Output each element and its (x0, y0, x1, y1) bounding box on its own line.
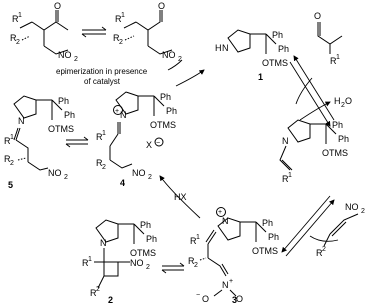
svg-text:R: R (96, 132, 103, 142)
nitroalkene-substrate (316, 202, 365, 258)
svg-text:Ph: Ph (146, 234, 158, 244)
svg-text:Ph: Ph (278, 44, 290, 54)
svg-text:O: O (54, 1, 62, 11)
svg-text:O: O (236, 294, 244, 304)
svg-text:O: O (314, 11, 322, 21)
svg-text:2: 2 (178, 56, 182, 63)
svg-text:R: R (188, 256, 195, 266)
product-aldehyde-epimer-a (10, 1, 78, 63)
svg-text:1: 1 (18, 12, 22, 19)
svg-text:1: 1 (336, 54, 340, 61)
svg-text:OTMS: OTMS (130, 248, 156, 258)
cycle-arrow-right-upper (290, 62, 330, 126)
svg-text:Ph: Ph (262, 218, 274, 228)
svg-text:OTMS: OTMS (150, 120, 176, 130)
svg-text:1: 1 (102, 130, 106, 137)
svg-text:N: N (100, 238, 107, 248)
svg-text:2: 2 (74, 56, 78, 63)
iminium-4 (96, 92, 177, 188)
svg-text:R: R (82, 258, 89, 268)
catalyst-1 (215, 30, 289, 82)
compound-5-label: 5 (8, 180, 14, 190)
svg-text:2: 2 (16, 39, 20, 46)
svg-text:N: N (222, 280, 229, 290)
svg-text:2: 2 (119, 39, 123, 46)
svg-text:2: 2 (322, 246, 326, 253)
svg-text:O: O (158, 1, 166, 11)
svg-text:+: + (229, 278, 234, 285)
svg-text:Ph: Ph (338, 134, 350, 144)
svg-text:2: 2 (64, 174, 68, 181)
svg-text:R: R (190, 236, 197, 246)
svg-text:2: 2 (10, 160, 14, 167)
svg-text:R: R (115, 14, 122, 24)
svg-text:Ph: Ph (64, 110, 76, 120)
svg-text:Ph: Ph (332, 120, 344, 130)
water-out-arrow (300, 102, 330, 120)
cycle-arrow-right-lower (282, 196, 330, 252)
svg-text:1: 1 (196, 234, 200, 241)
nitroalkene-in-arrow (310, 236, 338, 241)
svg-text:2: 2 (102, 164, 106, 171)
svg-text:NO: NO (58, 50, 72, 60)
svg-text:R: R (4, 136, 11, 146)
svg-text:−: − (196, 292, 201, 299)
cyclobutane-2 (82, 220, 157, 304)
water-label: H (334, 96, 341, 106)
svg-text:R: R (316, 248, 323, 258)
svg-text:Ph: Ph (272, 30, 284, 40)
compound-1-label: 1 (258, 72, 264, 82)
svg-text:OTMS: OTMS (252, 246, 278, 256)
svg-text:NO: NO (48, 168, 62, 178)
svg-text:NO: NO (132, 168, 146, 178)
svg-text:N: N (120, 110, 127, 120)
product-release-arrow (168, 60, 182, 70)
svg-text:OTMS: OTMS (48, 124, 74, 134)
svg-text:2: 2 (194, 262, 198, 269)
epimerization-note-line2: of catalyst (84, 77, 121, 86)
svg-text:2: 2 (146, 264, 150, 271)
svg-text:NO: NO (162, 50, 176, 60)
svg-text:1: 1 (121, 12, 125, 19)
enamine-intermediate (280, 120, 349, 184)
svg-text:R: R (10, 33, 17, 43)
svg-text:2: 2 (361, 208, 365, 215)
compound-3-label: 3 (232, 295, 238, 304)
svg-text:Ph: Ph (166, 106, 178, 116)
water-o: O (345, 96, 353, 106)
enamine-5 (4, 96, 75, 190)
svg-text:R: R (12, 14, 19, 24)
hx-label: HX (174, 192, 187, 202)
epimerization-note-line1: epimerization in presence (56, 67, 148, 76)
svg-text:Ph: Ph (160, 92, 172, 102)
svg-text:−: − (156, 140, 161, 147)
svg-text:X: X (146, 140, 153, 150)
svg-text:OTMS: OTMS (322, 148, 348, 158)
svg-text:N: N (282, 136, 289, 146)
svg-text:O: O (202, 294, 210, 304)
svg-text:OTMS: OTMS (262, 58, 288, 68)
aldehyde-in-arrow (296, 78, 312, 104)
product-aldehyde-epimer-b (113, 1, 182, 63)
equilibrium-arrows-2-3 (162, 263, 184, 273)
svg-text:N: N (18, 116, 25, 126)
cycle-arrow-right-lower-back (286, 200, 334, 256)
hydrolysis-arrow (176, 70, 204, 86)
compound-4-label: 4 (120, 178, 126, 188)
svg-text:1: 1 (10, 134, 14, 141)
svg-text:N: N (222, 216, 229, 226)
svg-text:R: R (96, 158, 103, 168)
svg-text:R: R (330, 56, 337, 66)
svg-text:R: R (282, 174, 289, 184)
svg-text:NO: NO (345, 202, 359, 212)
svg-text:+: + (115, 108, 120, 115)
svg-text:Ph: Ph (58, 96, 70, 106)
water-sub: 2 (341, 102, 345, 109)
equilibrium-arrows-5-4 (66, 137, 88, 147)
svg-text:N: N (222, 43, 229, 53)
cycle-arrow-right-upper-back (294, 56, 334, 120)
svg-text:H: H (215, 43, 222, 53)
svg-text:R: R (90, 288, 97, 298)
svg-text:2: 2 (148, 174, 152, 181)
svg-text:+: + (218, 209, 223, 216)
svg-text:2: 2 (96, 286, 100, 293)
compound-2-label: 2 (108, 295, 114, 304)
svg-text:NO: NO (130, 258, 144, 268)
svg-text:1: 1 (288, 172, 292, 179)
equilibrium-arrows-top (82, 27, 106, 37)
aldehyde-substrate (314, 11, 342, 66)
svg-text:1: 1 (88, 256, 92, 263)
svg-text:R: R (113, 33, 120, 43)
svg-text:R: R (4, 154, 11, 164)
svg-text:Ph: Ph (268, 232, 280, 242)
svg-text:Ph: Ph (140, 220, 152, 230)
iminium-nitronate-3 (188, 208, 279, 304)
